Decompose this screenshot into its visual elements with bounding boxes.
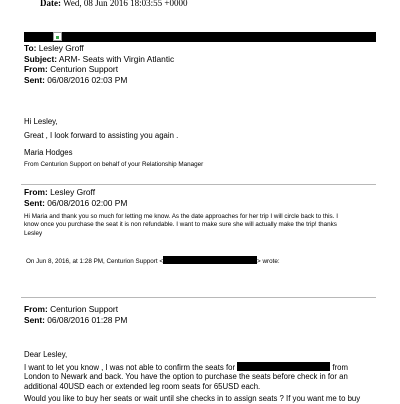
broken-image-icon — [53, 32, 62, 41]
email2-sent-value: 06/08/2016 02:00 PM — [47, 197, 128, 208]
email1-to-value: Lesley Groff — [38, 43, 84, 53]
quote-suffix: > wrote: — [257, 258, 280, 265]
date-line — [40, 0, 187, 9]
email2-from-label: From: — [24, 187, 48, 197]
email2-body-line-3: Lesley — [24, 229, 43, 237]
email1-header — [24, 43, 174, 85]
email1-subject-row — [24, 54, 174, 65]
email1-signature-line: From Centurion Support on behalf of your Relationship Manager — [24, 161, 204, 168]
email3-sent-row — [24, 315, 127, 326]
email3-greeting: Dear Lesley, — [24, 350, 68, 359]
date-value: Wed, 08 Jun 2016 18:03:55 +0000 — [63, 0, 188, 8]
email3-line3: additional 40USD each or extended leg room seats for 65USD each. — [24, 382, 261, 391]
email1-to-row — [24, 43, 174, 54]
email3-header — [24, 304, 127, 325]
email3-sent-label: Sent: — [24, 314, 45, 325]
email2-from-row — [24, 187, 127, 198]
quote-redaction — [163, 256, 257, 264]
email3-line4: Would you like to buy her seats or wait until she checks in to assign seats ? If you want me to buy — [24, 394, 361, 403]
email3-line2: London to Newark and back. You have the option to purchase the seats before check in for an — [24, 372, 348, 381]
email3-sent-value: 06/08/2016 01:28 PM — [47, 314, 128, 325]
email1-sent-label: Sent: — [24, 74, 45, 85]
email2-body — [24, 213, 384, 238]
email1-signature-name: Maria Hodges — [24, 148, 73, 157]
email2-quote-line — [26, 256, 280, 266]
email1-subject-value: ARM- Seats with Virgin Atlantic — [58, 53, 175, 64]
email3-redaction — [237, 362, 330, 371]
email2-from-value: Lesley Groff — [50, 187, 96, 197]
redaction-bar — [24, 32, 376, 42]
email1-sent-value: 06/08/2016 02:03 PM — [47, 74, 128, 85]
email2-header — [24, 187, 127, 208]
divider-1 — [21, 184, 376, 185]
email2-body-line-1: Hi Maria and thank you so much for letting me know. As the date approaches for her trip I will circle back to this. I — [24, 213, 338, 220]
email3-line1-suffix: from — [332, 363, 349, 372]
email1-to-label: To: — [24, 43, 37, 53]
email2-sent-label: Sent: — [24, 197, 45, 208]
divider-2 — [21, 297, 376, 298]
email1-subject-label: Subject: — [24, 53, 58, 64]
email3-from-value: Centurion Support — [50, 304, 119, 314]
email1-from-value: Centurion Support — [50, 64, 119, 74]
email3-line1-prefix: I want to let you know , I was not able to confirm the seats for — [24, 363, 236, 372]
email1-line1: Great , I look forward to assisting you again . — [24, 131, 179, 140]
email3-from-label: From: — [24, 304, 48, 314]
date-label: Date: — [40, 0, 61, 8]
email3-from-row — [24, 304, 127, 315]
quote-prefix: On Jun 8, 2016, at 1:28 PM, Centurion Support < — [26, 258, 164, 265]
email1-sent-row — [24, 75, 174, 86]
email1-from-label: From: — [24, 64, 48, 74]
email2-sent-row — [24, 198, 127, 209]
email2-body-line-2: know once you purchase the seat it is non refundable. I want to make sure she will actually make the trip! thanks — [24, 221, 337, 229]
email1-from-row — [24, 64, 174, 75]
email1-greeting: Hi Lesley, — [24, 117, 58, 126]
